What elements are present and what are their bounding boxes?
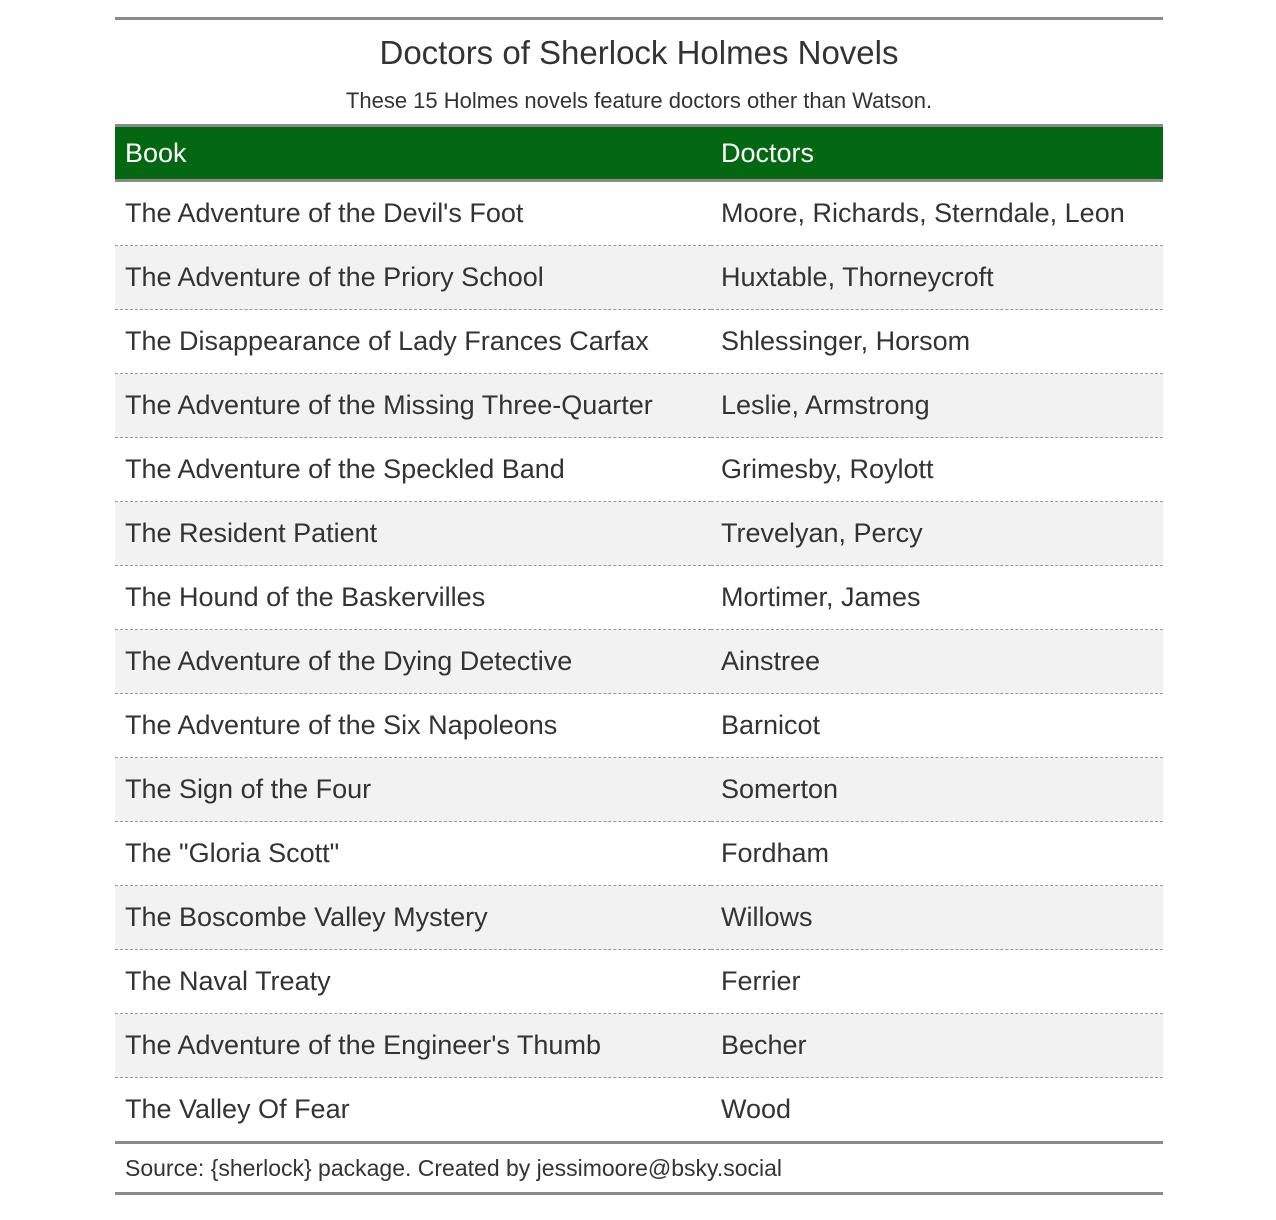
table-row bbox=[115, 566, 1163, 630]
book-cell: The "Gloria Scott" bbox=[125, 838, 340, 868]
doctors-cell: Leslie, Armstrong bbox=[721, 390, 930, 420]
book-cell: The Adventure of the Speckled Band bbox=[125, 454, 565, 484]
book-cell: The Adventure of the Devil's Foot bbox=[125, 198, 524, 228]
table-row bbox=[115, 694, 1163, 758]
doctors-cell: Wood bbox=[721, 1094, 792, 1124]
table-subtitle: These 15 Holmes novels feature doctors other than Watson. bbox=[345, 88, 933, 113]
table-row bbox=[115, 886, 1163, 950]
book-cell: The Hound of the Baskervilles bbox=[125, 582, 486, 612]
book-cell: The Sign of the Four bbox=[125, 774, 372, 804]
table-row bbox=[115, 438, 1163, 502]
footer-rule bbox=[115, 1192, 1163, 1195]
table-row bbox=[115, 758, 1163, 822]
doctors-table-container bbox=[115, 17, 1163, 1195]
column-header-book: Book bbox=[125, 137, 187, 168]
table-title: Doctors of Sherlock Holmes Novels bbox=[379, 34, 899, 71]
table-header bbox=[115, 126, 1163, 181]
doctors-cell: Barnicot bbox=[721, 710, 821, 740]
book-cell: The Naval Treaty bbox=[125, 966, 331, 996]
book-cell: The Boscombe Valley Mystery bbox=[125, 902, 488, 932]
book-cell: The Valley Of Fear bbox=[125, 1094, 350, 1124]
header-row bbox=[115, 126, 1163, 181]
doctors-cell: Mortimer, James bbox=[721, 582, 921, 612]
book-cell: The Adventure of the Priory School bbox=[125, 262, 544, 292]
column-header-doctors: Doctors bbox=[721, 137, 815, 168]
book-cell: The Adventure of the Six Napoleons bbox=[125, 710, 558, 740]
book-cell: The Resident Patient bbox=[125, 518, 378, 548]
doctors-cell: Shlessinger, Horsom bbox=[721, 326, 971, 356]
table-row bbox=[115, 1078, 1163, 1142]
table-row bbox=[115, 502, 1163, 566]
table-row bbox=[115, 630, 1163, 694]
doctors-cell: Fordham bbox=[721, 838, 830, 868]
table-row bbox=[115, 1014, 1163, 1078]
book-cell: The Adventure of the Dying Detective bbox=[125, 646, 573, 676]
doctors-table bbox=[115, 124, 1163, 1141]
doctors-cell: Ferrier bbox=[721, 966, 801, 996]
table-row bbox=[115, 310, 1163, 374]
book-cell: The Adventure of the Missing Three-Quarter bbox=[125, 390, 653, 420]
doctors-cell: Ainstree bbox=[721, 646, 821, 676]
table-body bbox=[115, 181, 1163, 1142]
doctors-cell: Moore, Richards, Sterndale, Leon bbox=[721, 198, 1125, 228]
book-cell: The Disappearance of Lady Frances Carfax bbox=[125, 326, 649, 356]
doctors-cell: Somerton bbox=[721, 774, 839, 804]
table-row bbox=[115, 246, 1163, 310]
table-row bbox=[115, 181, 1163, 246]
doctors-cell: Trevelyan, Percy bbox=[721, 518, 923, 548]
table-row bbox=[115, 950, 1163, 1014]
table-row bbox=[115, 822, 1163, 886]
doctors-cell: Grimesby, Roylott bbox=[721, 454, 934, 484]
table-row bbox=[115, 374, 1163, 438]
book-cell: The Adventure of the Engineer's Thumb bbox=[125, 1030, 601, 1060]
source-note: Source: {sherlock} package. Created by jessimoore@bsky.social bbox=[125, 1155, 783, 1181]
doctors-cell: Huxtable, Thorneycroft bbox=[721, 262, 994, 292]
doctors-cell: Willows bbox=[721, 902, 813, 932]
doctors-cell: Becher bbox=[721, 1030, 807, 1060]
